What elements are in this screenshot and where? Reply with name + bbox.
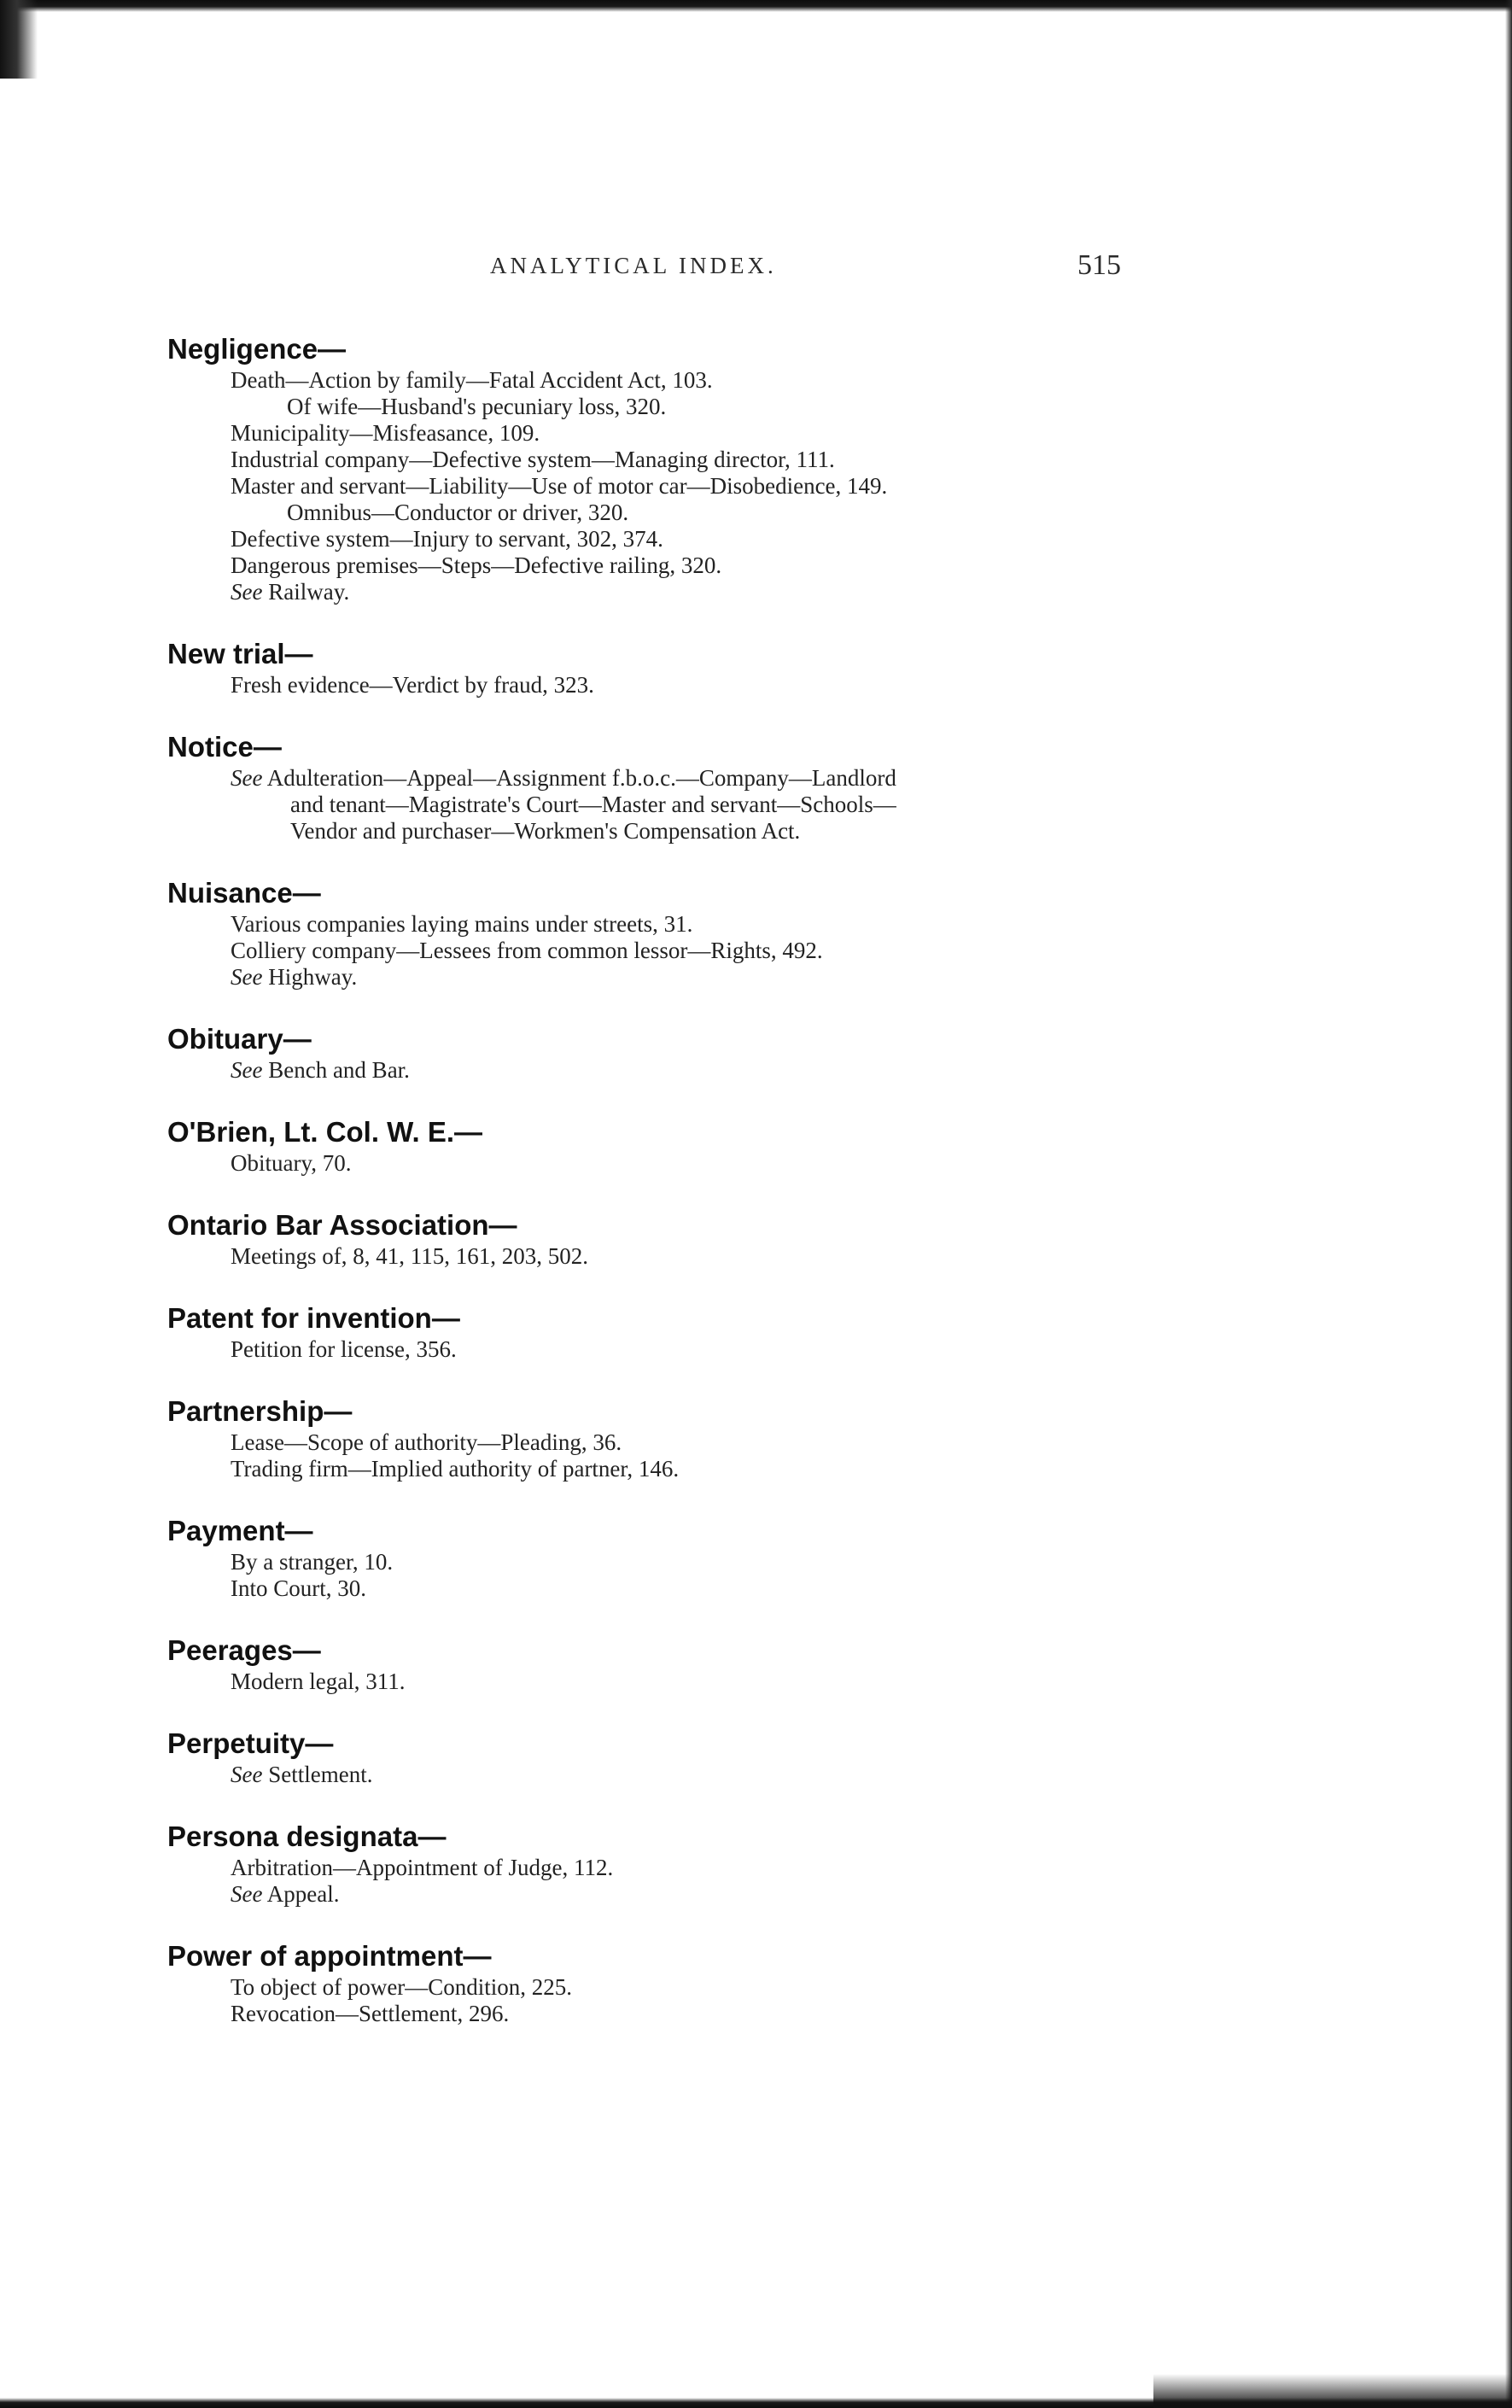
entry-line: Lease—Scope of authority—Pleading, 36. (231, 1429, 622, 1455)
index-entry (167, 1633, 1346, 1695)
entry-line: To object of power—Condition, 225. (231, 1974, 573, 2000)
entry-line: See Railway. (231, 579, 350, 605)
index-entry (167, 331, 1346, 605)
entry-line: Vendor and purchaser—Workmen's Compensation Act. (290, 818, 801, 844)
entry-heading: Payment— (167, 1515, 313, 1546)
entry-line: Death—Action by family—Fatal Accident Act, 103. (231, 367, 713, 393)
entry-heading: Negligence— (167, 333, 347, 365)
scan-border-top (0, 0, 1512, 12)
entry-line: Meetings of, 8, 41, 115, 161, 203, 502. (231, 1243, 588, 1269)
entry-line: Trading firm—Implied authority of partner, 146. (231, 1456, 680, 1482)
index-entry (167, 636, 1346, 698)
entry-line: See Highway. (231, 964, 358, 990)
entry-heading: Partnership— (167, 1395, 353, 1427)
entry-line: Into Court, 30. (231, 1575, 366, 1601)
index-entry (167, 1021, 1346, 1084)
entry-line: and tenant—Magistrate's Court—Master and servant—Schools— (290, 792, 896, 817)
index-entry (167, 1300, 1346, 1363)
index-entries (167, 331, 1346, 2058)
scan-corner-shadow (0, 0, 38, 79)
entry-heading: New trial— (167, 638, 313, 669)
entry-line: Arbitration—Appointment of Judge, 112. (231, 1855, 614, 1880)
index-entry (167, 1938, 1346, 2027)
entry-heading: Perpetuity— (167, 1727, 334, 1759)
entry-heading: Patent for invention— (167, 1302, 460, 1334)
entry-line: Modern legal, 311. (231, 1669, 406, 1694)
running-title: ANALYTICAL INDEX. (490, 253, 777, 278)
index-entry (167, 1394, 1346, 1482)
entry-line: Dangerous premises—Steps—Defective railing, 320. (231, 552, 722, 578)
entry-line: Municipality—Misfeasance, 109. (231, 420, 540, 446)
entry-line: See Bench and Bar. (231, 1057, 410, 1083)
entry-line: See Settlement. (231, 1762, 373, 1787)
entry-heading: Peerages— (167, 1634, 321, 1666)
entry-line: Obituary, 70. (231, 1150, 352, 1176)
entry-heading: Notice— (167, 731, 282, 763)
index-entry (167, 1513, 1346, 1602)
entry-heading: Ontario Bar Association— (167, 1209, 517, 1241)
entry-line: Petition for license, 356. (231, 1336, 457, 1362)
entry-heading: Nuisance— (167, 877, 321, 909)
entry-heading: Obituary— (167, 1023, 312, 1055)
index-entry (167, 1819, 1346, 1908)
entry-line: Of wife—Husband's pecuniary loss, 320. (287, 394, 667, 419)
entry-heading: Persona designata— (167, 1821, 447, 1852)
entry-line: Revocation—Settlement, 296. (231, 2001, 510, 2026)
entry-line: Various companies laying mains under streets, 31. (231, 911, 693, 937)
entry-line: Omnibus—Conductor or driver, 320. (287, 500, 629, 525)
index-entry (167, 1114, 1346, 1177)
index-entry (167, 1207, 1346, 1270)
index-entry (167, 875, 1346, 991)
scan-border-right (1505, 0, 1512, 2408)
entry-heading: Power of appointment— (167, 1940, 492, 1972)
entry-line: By a stranger, 10. (231, 1549, 394, 1575)
page-header (0, 249, 1512, 290)
entry-line: Master and servant—Liability—Use of motor car—Disobedience, 149. (231, 473, 888, 499)
entry-line: See Appeal. (231, 1881, 340, 1907)
entry-line: Defective system—Injury to servant, 302, 374. (231, 526, 663, 552)
scan-corner-shadow-bottom (1153, 2374, 1512, 2408)
entry-heading: O'Brien, Lt. Col. W. E.— (167, 1116, 483, 1148)
entry-line: Fresh evidence—Verdict by fraud, 323. (231, 672, 594, 698)
index-entry (167, 1726, 1346, 1788)
entry-line: Colliery company—Lessees from common lessor—Rights, 492. (231, 938, 823, 963)
entry-line: Industrial company—Defective system—Managing director, 111. (231, 447, 835, 472)
page-number: 515 (1077, 249, 1121, 281)
entry-line: See Adulteration—Appeal—Assignment f.b.o.c.—Company—Landlord (231, 765, 896, 791)
index-entry (167, 729, 1346, 845)
